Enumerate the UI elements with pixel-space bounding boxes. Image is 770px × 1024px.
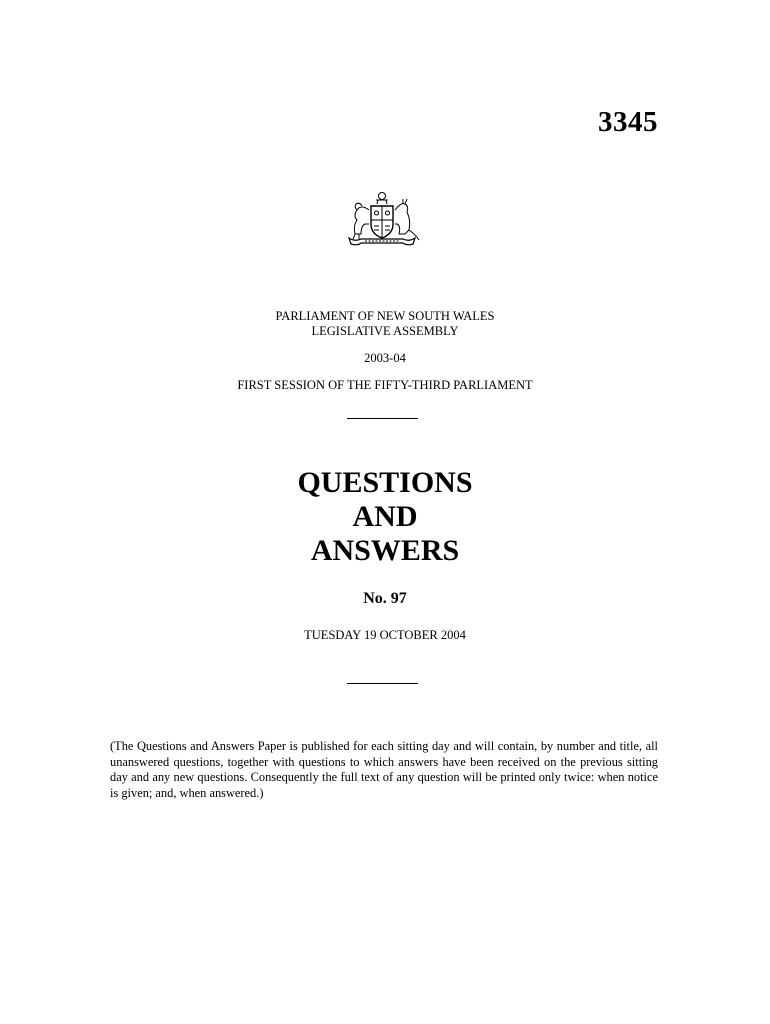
- session-years: 2003-04: [364, 351, 406, 365]
- title-line-1: QUESTIONS: [297, 466, 473, 499]
- divider-rule-top: [347, 418, 418, 419]
- house-name: LEGISLATIVE ASSEMBLY: [311, 324, 459, 338]
- divider-rule-bottom: [347, 683, 418, 684]
- issue-number: No. 97: [363, 590, 407, 607]
- parliament-name: PARLIAMENT OF NEW SOUTH WALES: [275, 309, 495, 323]
- title-line-3: ANSWERS: [310, 534, 460, 567]
- session-name: FIRST SESSION OF THE FIFTY-THIRD PARLIAMENT: [237, 378, 533, 392]
- publication-note: (The Questions and Answers Paper is published for each sitting day and will contain, by number and title, all unanswered questions, together with questions to which answers have been received on the previous sitting day and any new questions. Consequently the full text of any question will be printed only twice: when notice is given; and, when answered.): [110, 739, 658, 800]
- title-line-2: AND: [352, 500, 418, 533]
- document-title: [0, 466, 770, 568]
- parliament-heading: [0, 309, 770, 339]
- coat-of-arms-icon: [341, 190, 423, 248]
- page-number: 3345: [598, 106, 658, 138]
- issue-date: TUESDAY 19 OCTOBER 2004: [304, 628, 466, 642]
